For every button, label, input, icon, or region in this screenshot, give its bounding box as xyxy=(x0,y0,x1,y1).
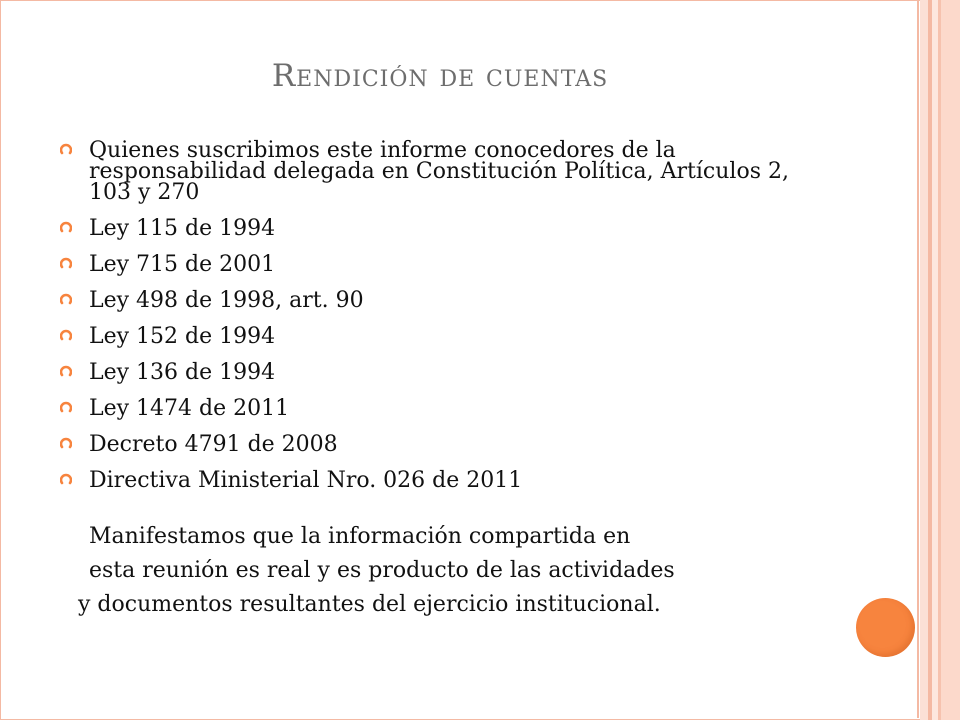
closing-line: Manifestamos que la información compartida en xyxy=(89,524,631,549)
bullet-item xyxy=(60,218,820,239)
bullet-item xyxy=(60,290,820,311)
bullet-text: Ley 715 de 2001 xyxy=(89,252,276,277)
decorative-stripe xyxy=(941,0,960,720)
bullet-text: Directiva Ministerial Nro. 026 de 2011 xyxy=(89,468,523,493)
bullet-text: Decreto 4791 de 2008 xyxy=(89,432,338,457)
bullet-text: Ley 136 de 1994 xyxy=(89,360,276,385)
decorative-stripe xyxy=(920,0,928,720)
bullet-text: Quienes suscribimos este informe conocedores de la responsabilidad delegada en Constitución Política, Artículos 2, 103 y 270 xyxy=(89,138,789,205)
orange-arc-bullet-icon xyxy=(60,473,72,485)
bullet-list xyxy=(60,140,820,506)
bullet-item xyxy=(60,434,820,455)
bullet-text: Ley 498 de 1998, art. 90 xyxy=(89,288,364,313)
orange-arc-bullet-icon xyxy=(60,257,72,269)
bullet-item xyxy=(60,362,820,383)
orange-arc-bullet-icon xyxy=(60,221,72,233)
bullet-item xyxy=(60,140,820,203)
slide-title: Rendición de cuentas xyxy=(271,58,609,94)
bullet-item xyxy=(60,254,820,275)
bullet-text: Ley 152 de 1994 xyxy=(89,324,276,349)
bullet-item xyxy=(60,470,820,491)
bullet-text: Ley 1474 de 2011 xyxy=(89,396,290,421)
orange-arc-bullet-icon xyxy=(60,143,72,155)
closing-line: y documentos resultantes del ejercicio institucional. xyxy=(78,592,661,617)
orange-arc-bullet-icon xyxy=(60,401,72,413)
bullet-item xyxy=(60,326,820,347)
orange-circle-ornament xyxy=(856,598,915,657)
bullet-text: Ley 115 de 1994 xyxy=(89,216,276,241)
orange-arc-bullet-icon xyxy=(60,293,72,305)
bullet-item xyxy=(60,398,820,419)
closing-line: esta reunión es real y es producto de las actividades xyxy=(89,558,675,583)
orange-arc-bullet-icon xyxy=(60,437,72,449)
orange-arc-bullet-icon xyxy=(60,329,72,341)
orange-arc-bullet-icon xyxy=(60,365,72,377)
closing-statement xyxy=(78,520,838,622)
